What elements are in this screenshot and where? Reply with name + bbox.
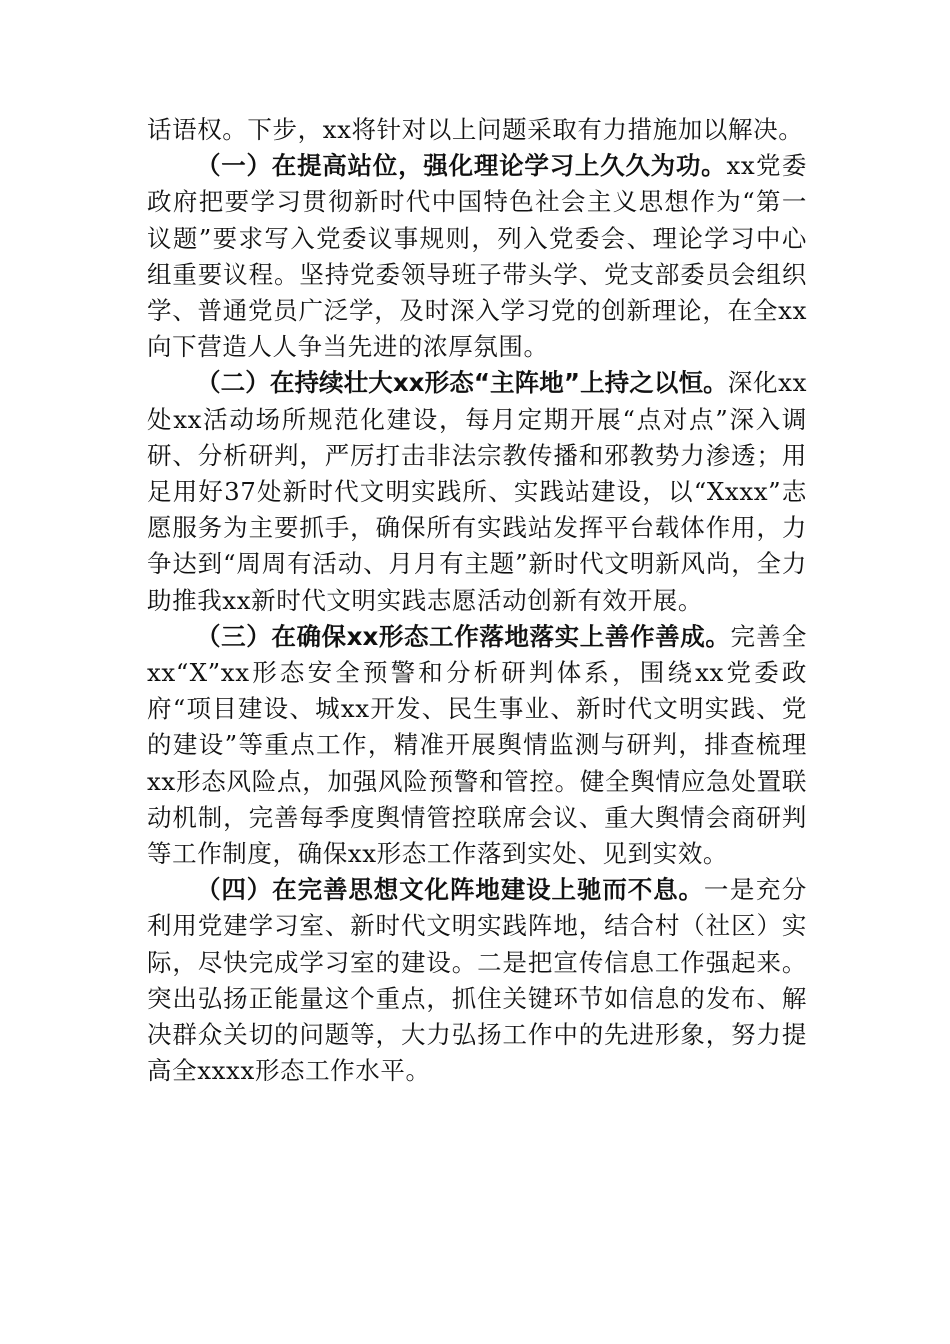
paragraph-text: 完善全xx“X”xx形态安全预警和分析研判体系，围绕xx党委政府“项目建设、城xx开发、民生事业、新时代文明实践、党的建设”等重点工作，精准开展舆情监测与研判，排查梳理xx形态风险点，加强风险预警和管控。健全舆情应急处置联动机制，完善每季度舆情管控联席会议、重大舆情会商研判等工作制度，确保xx形态工作落到实处、见到实效。 [147,621,807,869]
document-body [147,112,807,1089]
section-heading: （四）在完善思想文化阵地建设上驰而不息。 [196,875,704,905]
paragraph-section-1 [147,148,807,365]
paragraph-section-4 [147,872,807,1089]
paragraph-text: xx党委政府把要学习贯彻新时代中国特色社会主义思想作为“第一议题”要求写入党委议事规则，列入党委会、理论学习中心组重要议程。坚持党委领导班子带头学、党支部委员会组织学、普通党员广泛学，及时深入学习党的创新理论，在全xx向下营造人人争当先进的浓厚氛围。 [147,151,807,362]
paragraph-section-2 [147,365,807,618]
section-heading: （二）在持续壮大xx形态“主阵地”上持之以恒。 [196,368,728,398]
section-heading: （一）在提高站位，强化理论学习上久久为功。 [196,151,727,181]
section-heading: （三）在确保xx形态工作落地落实上善作善成。 [196,621,731,651]
paragraph-continuation [147,112,807,148]
paragraph-text: 一是充分利用党建学习室、新时代文明实践阵地，结合村（社区）实际，尽快完成学习室的建设。二是把宣传信息工作强起来。突出弘扬正能量这个重点，抓住关键环节如信息的发布、解决群众关切的问题等，大力弘扬工作中的先进形象，努力提高全xxxx形态工作水平。 [147,875,807,1086]
paragraph-section-3 [147,619,807,872]
paragraph-text: 深化xx处xx活动场所规范化建设，每月定期开展“点对点”深入调研、分析研判，严厉打击非法宗教传播和邪教势力渗透；用足用好37处新时代文明实践所、实践站建设，以“Xxxx”志愿服务为主要抓手，确保所有实践站发挥平台载体作用，力争达到“周周有活动、月月有主题”新时代文明新风尚，全力助推我xx新时代文明实践志愿活动创新有效开展。 [147,368,807,615]
paragraph-text: 话语权。下步，xx将针对以上问题采取有力措施加以解决。 [147,115,804,144]
